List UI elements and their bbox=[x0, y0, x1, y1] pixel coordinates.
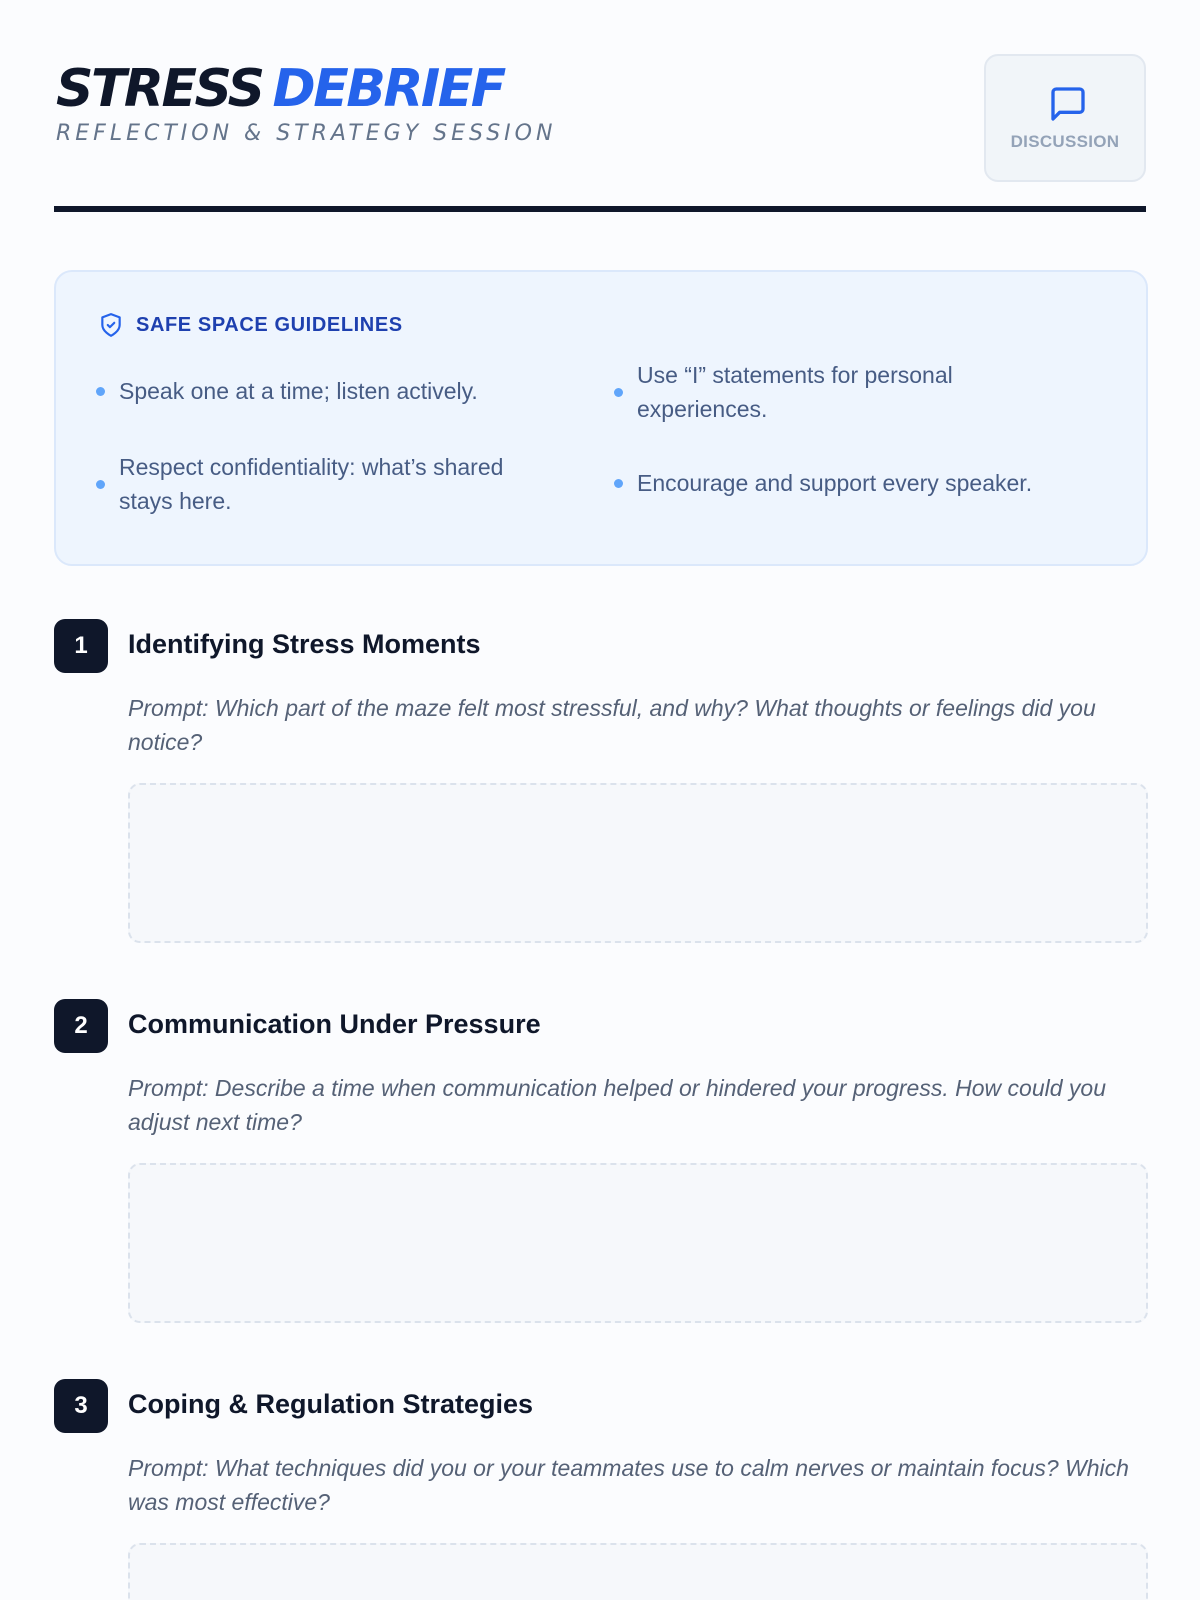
section-title: Identifying Stress Moments bbox=[128, 629, 481, 659]
guideline-text: Speak one at a time; listen actively. bbox=[119, 378, 478, 404]
bullet-dot bbox=[614, 479, 623, 488]
section-prompt: Prompt: What techniques did you or your teammates use to calm nerves or maintain focus? Which was most effective? bbox=[128, 1455, 1129, 1515]
section-number-badge: 1 bbox=[54, 619, 108, 673]
bullet-dot bbox=[96, 480, 105, 489]
guideline-text: Respect confidentiality: what’s shared stays here. bbox=[119, 454, 504, 514]
discussion-button[interactable] bbox=[984, 54, 1146, 182]
shield-check-icon bbox=[98, 312, 124, 338]
answer-box[interactable] bbox=[128, 1163, 1148, 1323]
header bbox=[54, 0, 1146, 212]
section-prompt: Prompt: Which part of the maze felt most stressful, and why? What thoughts or feelings did you notice? bbox=[128, 695, 1096, 755]
guidelines-heading-label: SAFE SPACE GUIDELINES bbox=[136, 313, 403, 336]
discussion-button-label: DISCUSSION bbox=[1010, 132, 1120, 151]
safe-space-guidelines bbox=[54, 270, 1148, 566]
bullet-dot bbox=[96, 387, 105, 396]
title-block bbox=[56, 58, 556, 146]
guidelines-heading bbox=[98, 312, 403, 338]
guideline-text: Use “I” statements for personal experiences. bbox=[637, 362, 953, 422]
section-title: Coping & Regulation Strategies bbox=[128, 1389, 534, 1419]
page-subtitle: REFLECTION & STRATEGY SESSION bbox=[56, 121, 557, 146]
answer-box[interactable] bbox=[128, 1543, 1148, 1600]
guideline-text: Encourage and support every speaker. bbox=[637, 470, 1033, 496]
section-number-badge: 3 bbox=[54, 1379, 108, 1433]
title-part-stress: STRESS bbox=[56, 59, 263, 119]
bullet-dot bbox=[614, 388, 623, 397]
section-number-badge: 2 bbox=[54, 999, 108, 1053]
guideline-item bbox=[614, 466, 1117, 500]
guideline-item bbox=[614, 358, 1027, 426]
section-prompt: Prompt: Describe a time when communication helped or hindered your progress. How could you adjust next time? bbox=[128, 1075, 1106, 1135]
page-title bbox=[56, 58, 556, 120]
guideline-item bbox=[96, 450, 559, 518]
guideline-item bbox=[96, 374, 559, 408]
answer-box[interactable] bbox=[128, 783, 1148, 943]
section-title: Communication Under Pressure bbox=[128, 1009, 541, 1039]
message-square-icon bbox=[1048, 84, 1088, 124]
title-part-debrief: DEBRIEF bbox=[272, 59, 504, 119]
